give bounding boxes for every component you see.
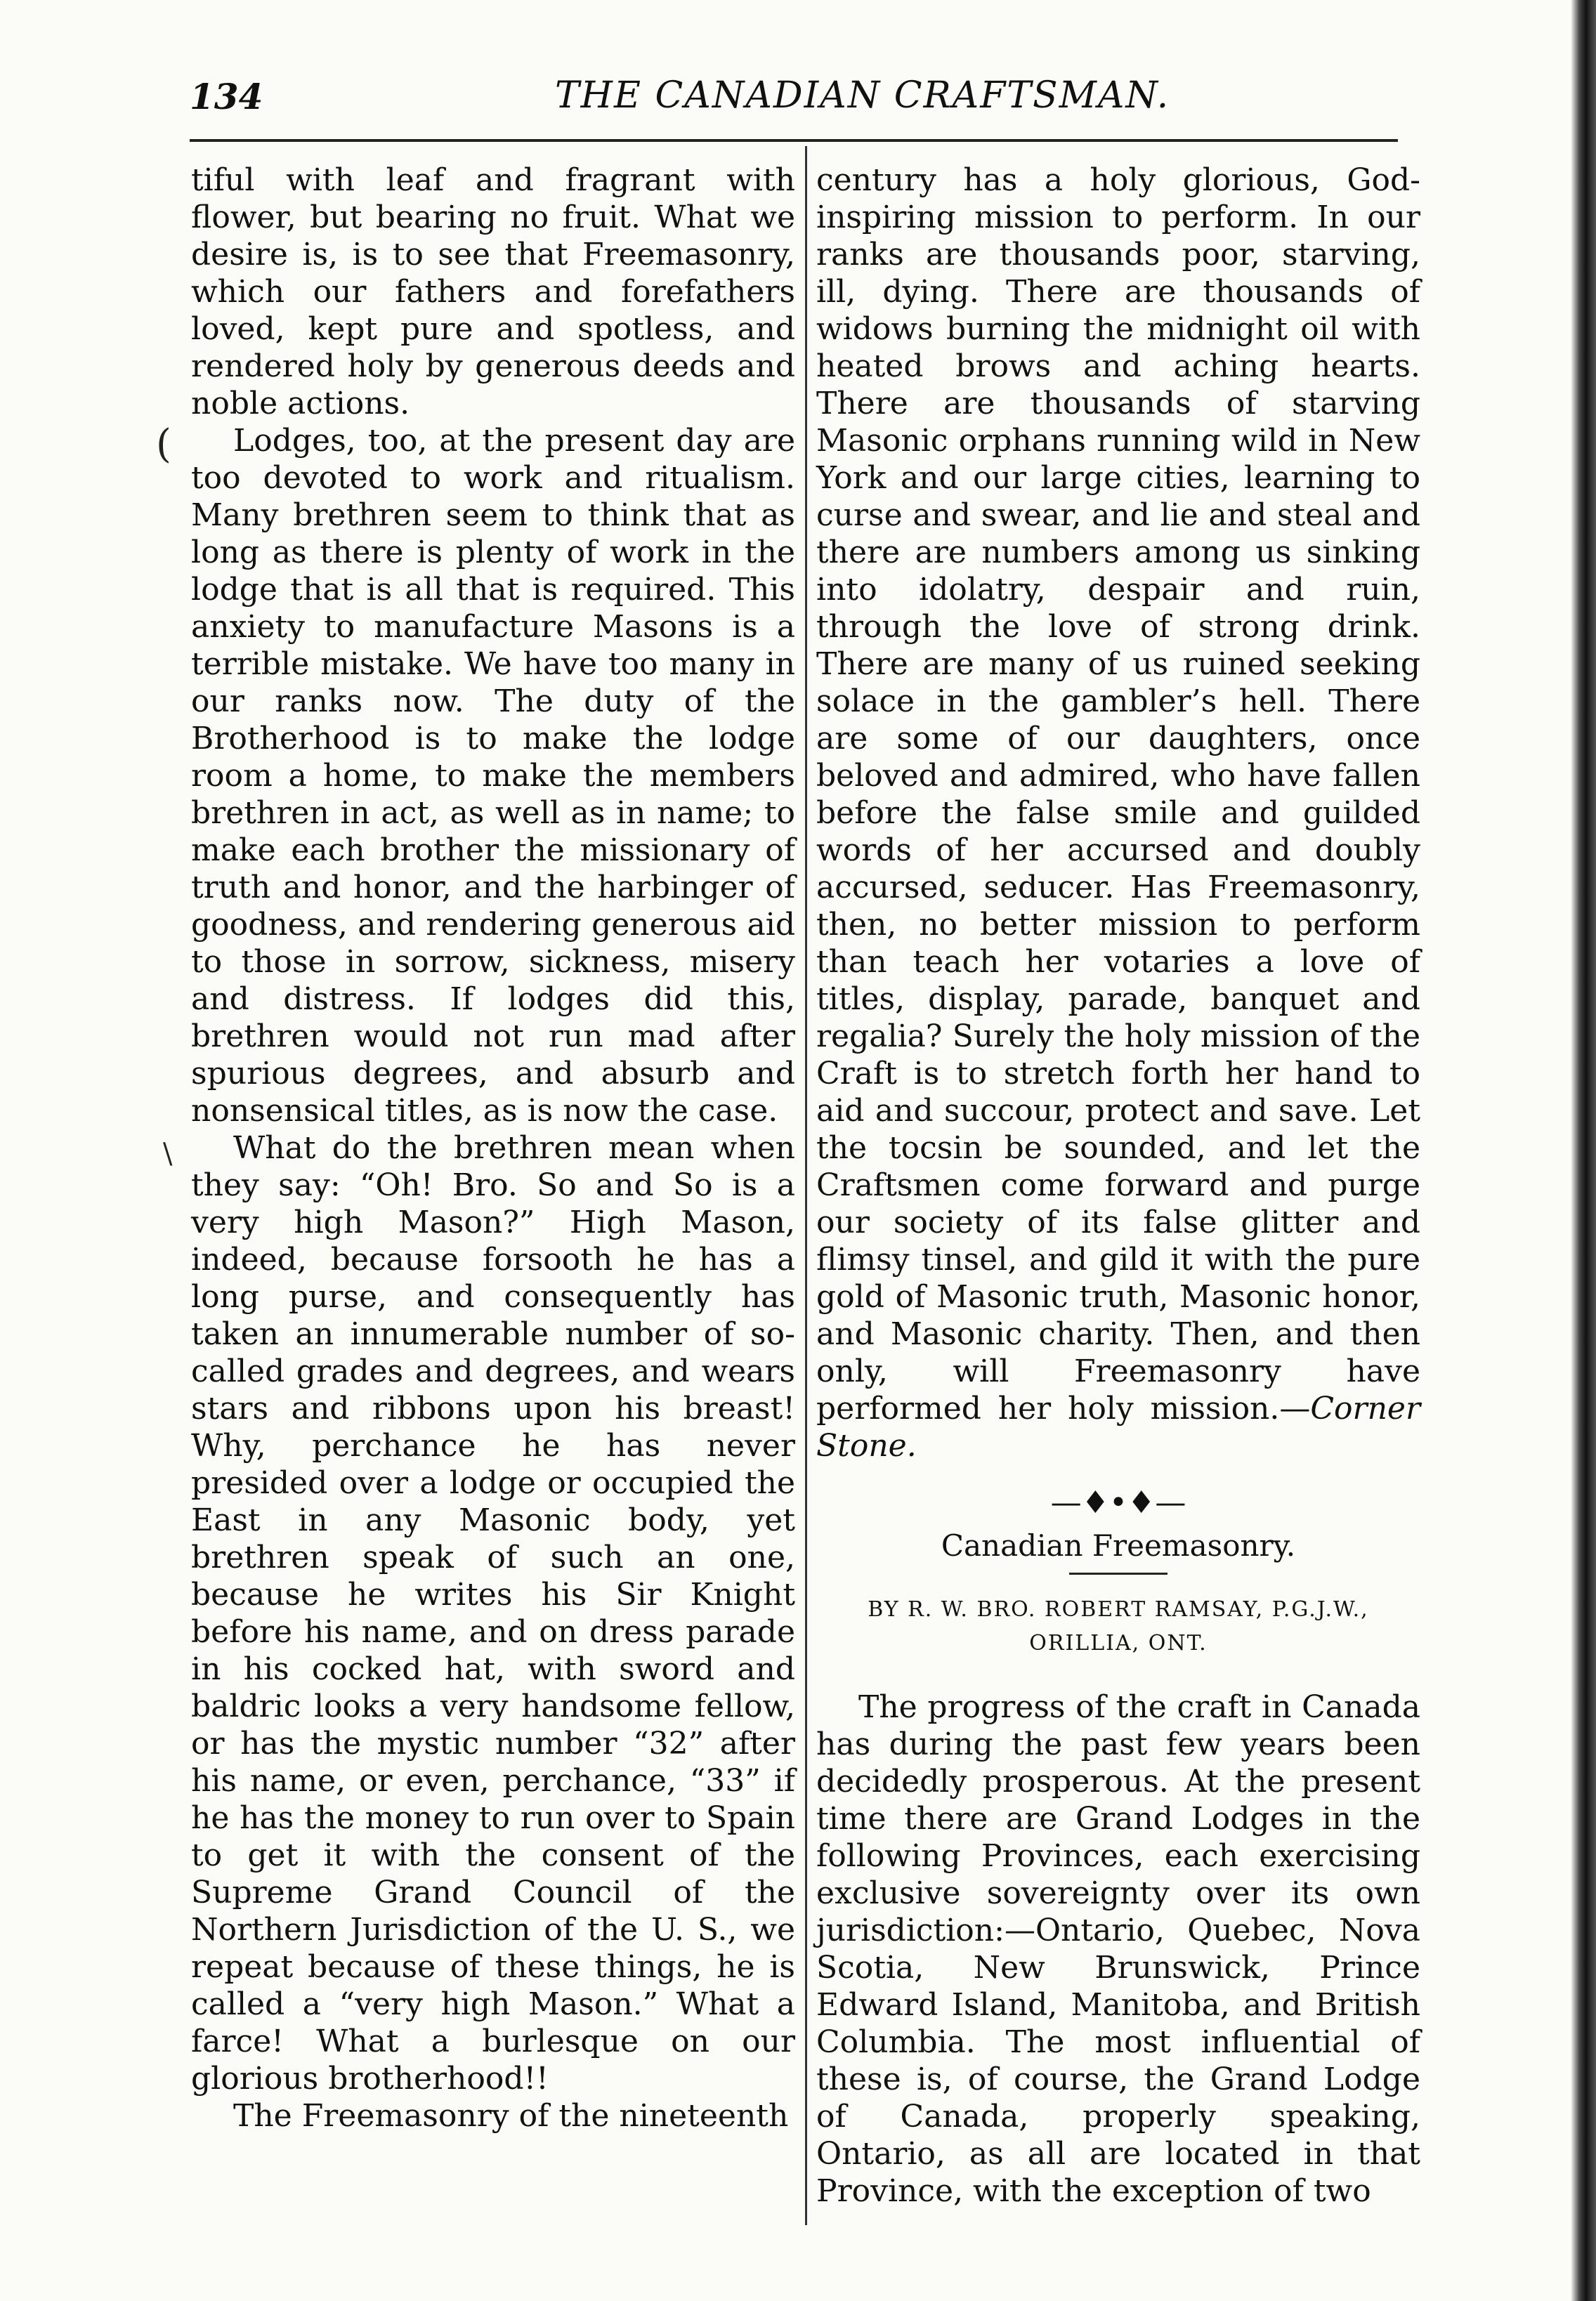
- article-byline: [816, 1593, 1420, 1660]
- article-separator: [816, 1484, 1420, 1521]
- binding-edge: [1571, 0, 1596, 2301]
- header-rule: [190, 139, 1398, 142]
- byline-author: BY R. W. BRO. ROBERT RAMSAY, P.G.J.W.,: [868, 1597, 1369, 1622]
- byline-location: ORILLIA, ONT.: [1029, 1631, 1208, 1656]
- left-column: [191, 162, 795, 2135]
- paragraph-holy-mission-text: century has a holy glorious, God-inspiring mission to perform. In our ranks are thousands poor, starving, ill, dying. There are thousands of widows burning the midnight oil with heated brows and aching hearts. There are thousands of starving Masonic orphans running wild in New York and our large cities, learning to curse and swear, and lie and steal and there are numbers among us sinking into idolatry, despair and ruin, through the love of strong drink. There are many of us ruined seeking solace in the gambler’s hell. There are some of our daughters, once beloved and admired, who have fallen before the false smile and guilded words of her accursed and doubly accursed, seducer. Has Freemasonry, then, no better mission to perform than teach her votaries a love of titles, display, parade, banquet and regalia? Surely the holy mission of the Craft is to stretch forth her hand to aid and succour, protect and save. Let the tocsin be sounded, and let the Craftsmen come forward and purge our society of its false glitter and flimsy tinsel, and gild it with the pure gold of Masonic truth, Masonic honor, and Masonic charity. Then, and then only, will Freemasonry have performed her holy mission.—: [816, 162, 1420, 1427]
- page-number: 134: [190, 76, 263, 117]
- title-rule: [1069, 1573, 1167, 1575]
- running-title: THE CANADIAN CRAFTSMAN.: [555, 74, 1170, 117]
- margin-tick-mark: \: [163, 1138, 173, 1170]
- source-attribution: Corner Stone.: [816, 1391, 1420, 1464]
- column-divider: [805, 146, 807, 2225]
- paragraph-continued: tiful with leaf and fragrant with flower, but bearing no fruit. What we desire is, is to see that Freemasonry, which our fathers and forefathers loved, kept pure and spotless, and rendered holy by generous deeds and noble actions.: [191, 162, 795, 421]
- separator-ornament: —♦•♦—: [1050, 1485, 1186, 1521]
- paragraph-lodges: Lodges, too, at the present day are too devoted to work and ritualism. Many brethren seem to think that as long as there is plenty of work in the lodge that is all that is required. This anxiety to manufacture Masons is a terrible mistake. We have too many in our ranks now. The duty of the Brotherhood is to make the lodge room a home, to make the members brethren in act, as well as in name; to make each brother the missionary of truth and honor, and the harbinger of goodness, and rendering generous aid to those in sorrow, sickness, misery and distress. If lodges did this, brethren would not run mad after spurious degrees, and absurb and nonsensical titles, as is now the case.: [191, 423, 795, 1129]
- right-column: [816, 162, 1420, 2210]
- article-title: Canadian Freemasonry.: [941, 1528, 1296, 1563]
- page-header: [169, 70, 1419, 126]
- paragraph-holy-mission: [816, 162, 1420, 1464]
- margin-bracket-mark: (: [156, 421, 171, 467]
- paragraph-progress: The progress of the craft in Canada has during the past few years been decidedly prosperous. At the present time there are Grand Lodges in the following Provinces, each exercising exclusive sovereignty over its own jurisdiction:—Ontario, Quebec, Nova Scotia, New Brunswick, Prince Edward Island, Manitoba, and British Columbia. The most influential of these is, of course, the Grand Lodge of Canada, properly speaking, Ontario, as all are located in that Province, with the exception of two: [816, 1689, 1420, 2209]
- paragraph-nineteenth-century: The Freemasonry of the nineteenth: [233, 2098, 789, 2134]
- paragraph-high-mason: What do the brethren mean when they say: “Oh! Bro. So and So is a very high Mason?” High Mason, indeed, because forsooth he has a long purse, and consequently has taken an innumerable number of so-called grades and degrees, and wears stars and ribbons upon his breast! Why, perchance he has never presided over a lodge or occupied the East in any Masonic body, yet brethren speak of such an one, because he writes his Sir Knight before his name, and on dress parade in his cocked hat, with sword and baldric looks a very handsome fellow, or has the mystic number “32” after his name, or even, perchance, “33” if he has the money to run over to Spain to get it with the consent of the Supreme Grand Council of the Northern Jurisdiction of the U. S., we repeat because of these things, he is called a “very high Mason.” What a farce! What a burlesque on our glorious brotherhood!!: [191, 1130, 795, 2097]
